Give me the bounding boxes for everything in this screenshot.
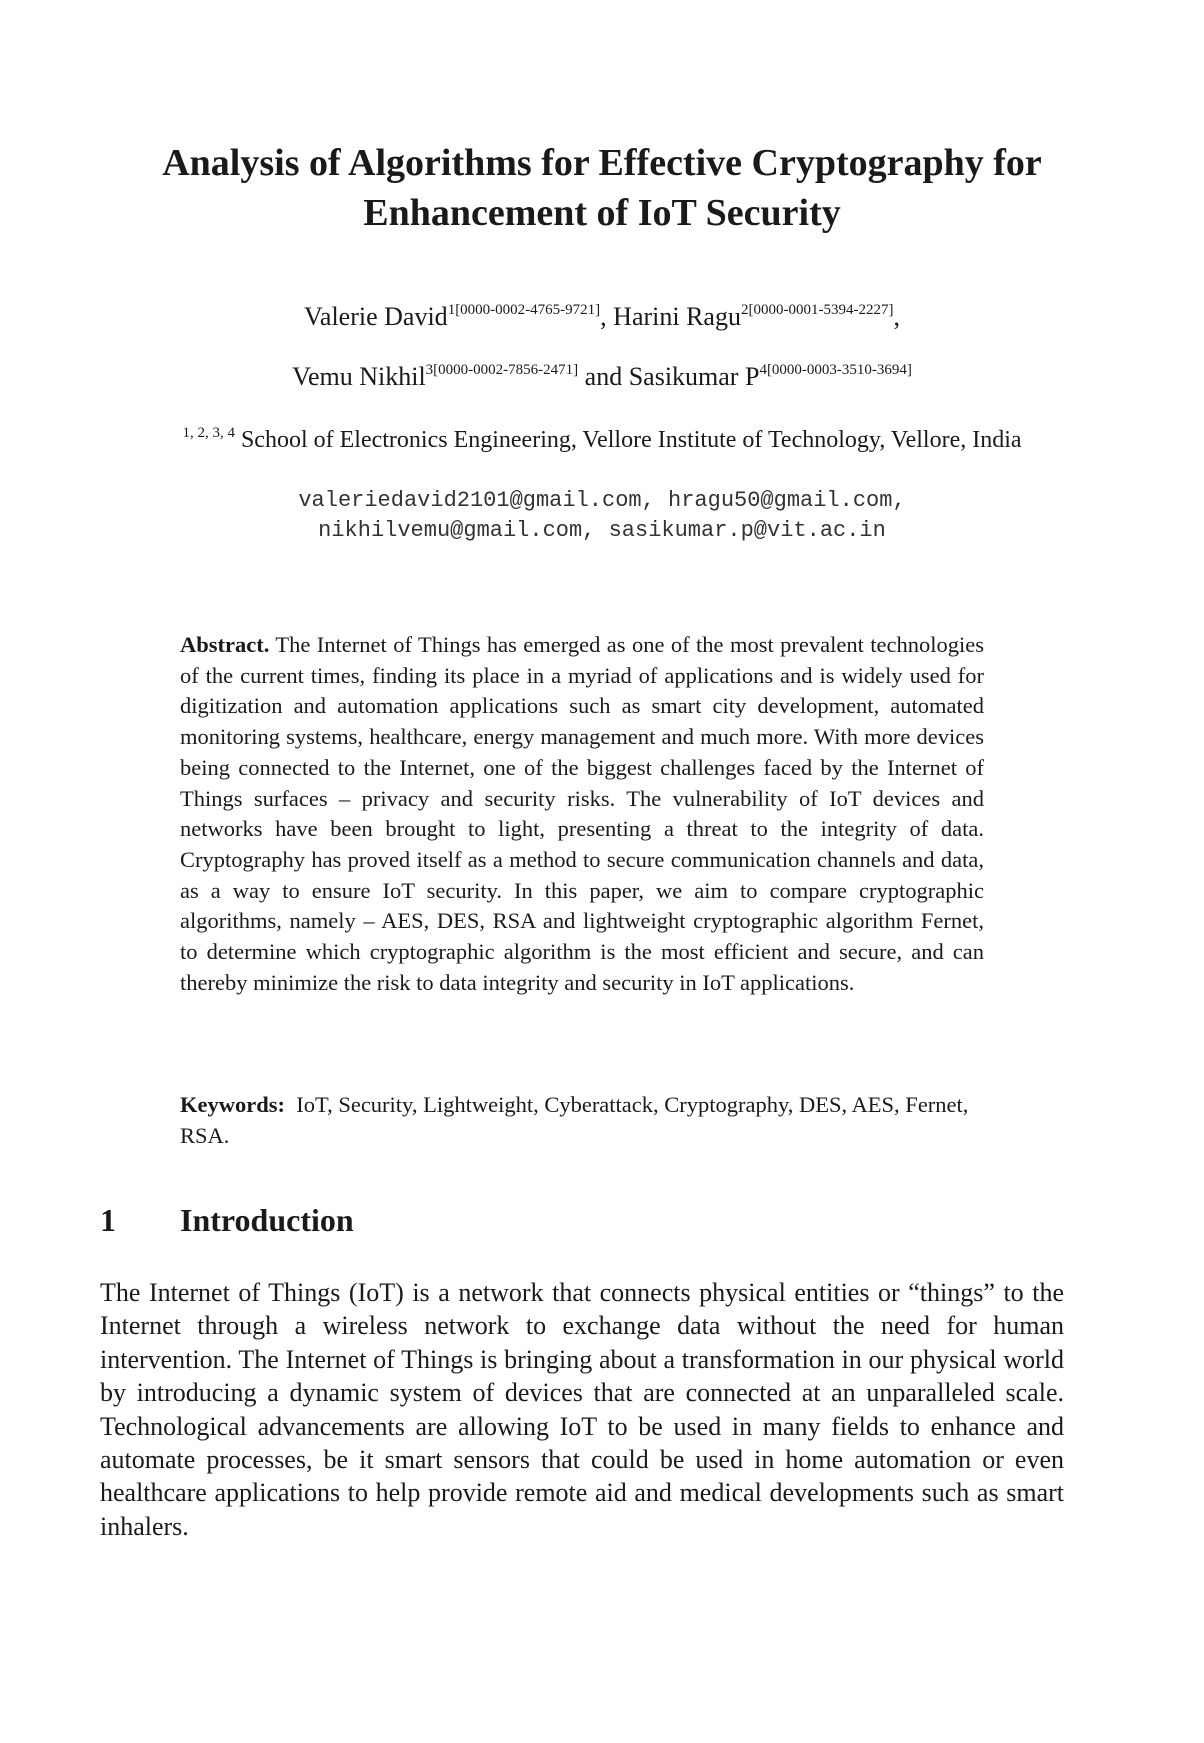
author-name: Harini Ragu [613, 302, 741, 331]
introduction-paragraph: The Internet of Things (IoT) is a network that connects physical entities or “things” to the Internet through a wireless network to exchange data without the need for human intervention. The Internet of Things is bringing about a transformation in our physical world by introducing a dynamic system of devices that are connected at an unparalleled scale. Technological advancements are allowing IoT to be used in many fields to enhance and automate processes, be it smart sensors that could be used in home automation or even healthcare applications to help provide remote aid and medical developments such as smart inhalers. [100, 1278, 1064, 1541]
keywords-text: IoT, Security, Lightweight, Cyberattack, Cryptography, DES, AES, Fernet, RSA. [180, 1092, 969, 1148]
keywords [180, 1090, 984, 1151]
author-name: Sasikumar P [628, 362, 760, 391]
section-number: 1 [100, 1202, 116, 1238]
author-orcid: 2[0000-0001-5394-2227] [740, 302, 894, 318]
abstract-text: The Internet of Things has emerged as one of the most prevalent technologies of the current times, finding its place in a myriad of applications and is widely used for digitization and automation applications such as smart city development, automated monitoring systems, healthcare, energy management and much more. With more devices being connected to the Internet, one of the biggest challenges faced by the Internet of Things surfaces – privacy and security risks. The vulnerability of IoT devices and networks have been brought to light, presenting a threat to the integrity of data. Cryptography has proved itself as a method to secure communication channels and data, as a way to ensure IoT security. In this paper, we aim to compare cryptographic algorithms, namely – AES, DES, RSA and lightweight cryptographic algorithm Fernet, to determine which cryptographic algorithm is the most efficient and secure, and can thereby minimize the risk to data integrity and security in IoT applications. [180, 632, 985, 995]
affiliation-text: School of Electronics Engineering, Vellore Institute of Technology, Vellore, India [240, 427, 1022, 453]
author-name: Vemu Nikhil [292, 362, 426, 391]
author-orcid: 4[0000-0003-3510-3694] [759, 362, 912, 378]
email-line: valeriedavid2101@gmail.com, hragu50@gmail.com, [298, 488, 906, 513]
author-separator: , [600, 302, 614, 331]
section-heading [100, 1200, 354, 1240]
author-orcid: 1[0000-0002-4765-9721] [447, 302, 601, 318]
author-line-1 [100, 300, 1104, 334]
author-separator: and [578, 362, 629, 391]
paper-title: Analysis of Algorithms for Effective Cryptography for Enhancement of IoT Security [162, 142, 1042, 234]
keywords-label: Keywords: [180, 1092, 285, 1117]
author-emails [100, 486, 1104, 546]
author-name: Valerie David [304, 302, 448, 331]
abstract [180, 630, 984, 998]
email-line: nikhilvemu@gmail.com, sasikumar.p@vit.ac.in [318, 518, 886, 543]
author-line-2 [100, 360, 1104, 394]
affiliation-marker: 1, 2, 3, 4 [182, 425, 235, 441]
author-orcid: 3[0000-0002-7856-2471] [425, 362, 579, 378]
author-separator: , [893, 302, 900, 331]
affiliation [100, 424, 1104, 456]
section-title: Introduction [180, 1202, 354, 1238]
abstract-label: Abstract. [180, 632, 270, 657]
